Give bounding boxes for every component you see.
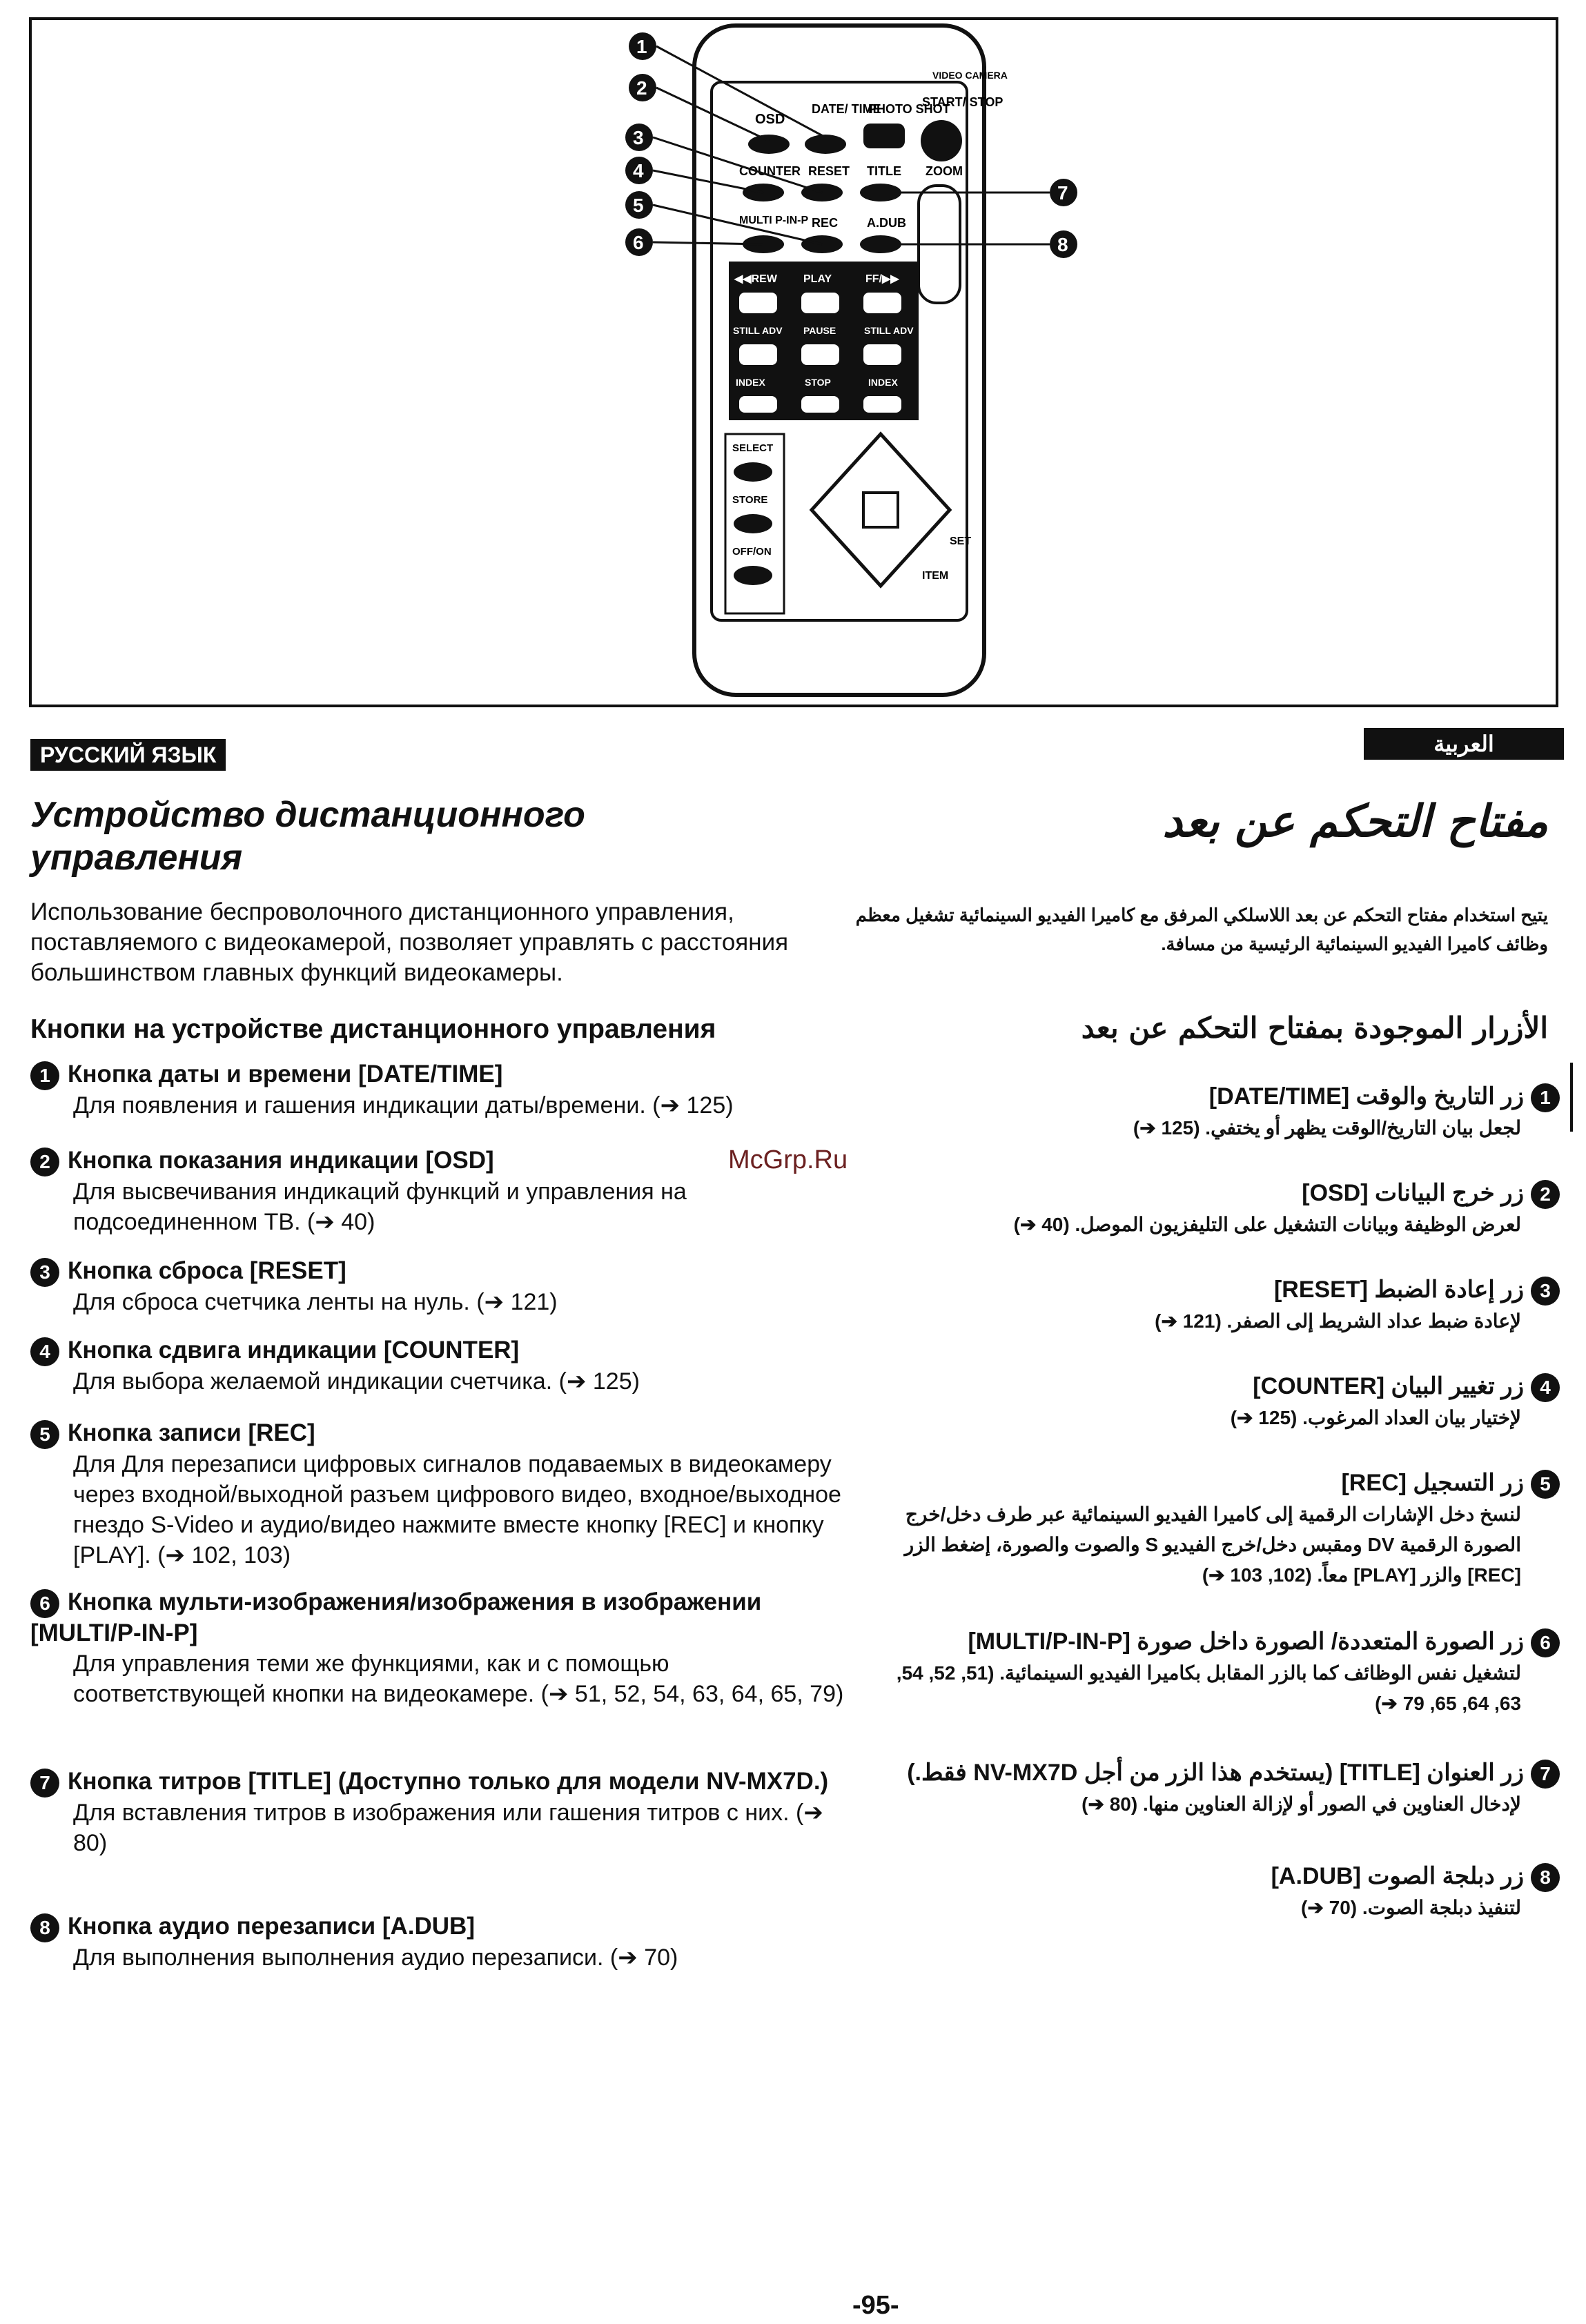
number-badge: 8 [30,1913,59,1942]
number-badge: 6 [1531,1628,1560,1657]
ar-item-title: زر العنوان [TITLE] (يستخدم هذا الزر من أجل NV-MX7D فقط.) [907,1760,1524,1786]
margin-mark [1570,1063,1573,1132]
label-osd: OSD [755,112,785,127]
ru-item-title: Кнопка сдвига индикации [COUNTER] [68,1337,520,1363]
ar-item-title: زر إعادة الضبط [RESET] [1273,1277,1524,1303]
number-badge: 5 [1531,1470,1560,1499]
number-badge: 8 [1531,1863,1560,1892]
still-adv-right-button [863,344,901,365]
svg-text:1: 1 [636,36,647,57]
ar-item [870,1466,1560,1591]
ar-item-title: زر خرج البيانات [OSD] [1302,1180,1524,1206]
number-badge: 7 [1531,1760,1560,1789]
language-tag-arabic: العربية [1364,728,1564,760]
ar-item-title: زر التاريخ والوقت [DATE/TIME] [1208,1083,1524,1110]
photo-shot-button [863,124,905,148]
ar-page-title: مفتاح التحكم عن بعد [1162,796,1548,847]
ar-item [870,1370,1560,1433]
ru-item-title: Кнопка аудио перезаписи [A.DUB] [68,1913,475,1940]
ar-item-desc: لنسخ دخل الإشارات الرقمية إلى كاميرا الفيديو السينمائية عبر طرف دخل/خرج الصورة الرقمية DV ومقبس دخل/خرج الفيديو S والصوت والصورة، إضغط الزر [REC] والزر [PLAY] معاً. (102, 103 ➔) [904,1504,1521,1586]
ru-item-desc: Для появления и гашения индикации даты/времени. (➔ 125) [73,1092,734,1119]
ru-item-title: Кнопка записи [REC] [68,1419,315,1446]
number-badge: 5 [30,1420,59,1449]
ar-item-title: زر دبلجة الصوت [A.DUB] [1271,1863,1524,1889]
watermark: McGrp.Ru [728,1145,848,1174]
label-rec: REC [812,216,839,230]
label-index-left: INDEX [736,377,765,388]
ar-item [870,1860,1560,1923]
ru-section-heading: Кнопки на устройстве дистанционного управления [30,1014,716,1044]
number-badge: 1 [1531,1083,1560,1112]
language-tag-russian: РУССКИЙ ЯЗЫК [30,739,226,771]
start-stop-button [921,120,962,161]
label-select: SELECT [732,442,774,454]
select-button [734,462,772,482]
label-item: ITEM [922,570,949,582]
ru-item-desc: Для выполнения выполнения аудио перезаписи. (➔ 70) [73,1944,678,1971]
ar-item [870,1273,1560,1337]
ff-button [863,293,901,313]
ar-section-heading: الأزرار الموجودة بمفتاح التحكم عن بعد [1081,1011,1548,1045]
play-button [801,293,839,313]
ru-intro: Использование беспроволочного дистанционного управления, поставляемого с видеокамерой, позволяет управлять с расстояния большинством главных функций видеокамеры. [30,898,789,986]
ru-item-desc: Для управления теми же функциями, как и с помощью соответствующей кнопки на видеокамере. (➔ 51, 52, 54, 63, 64, 65, 79) [73,1650,844,1707]
label-start-stop: START/ STOP [922,95,1004,109]
label-ff: FF/▶▶ [865,273,899,285]
pause-button [801,344,839,365]
svg-text:6: 6 [633,232,644,253]
label-pause: PAUSE [803,325,836,336]
ar-item-title: زر الصورة المتعددة/ الصورة داخل صورة [MULTI/P-IN-P] [968,1628,1524,1655]
ar-item [870,1176,1560,1240]
still-adv-left-button [739,344,777,365]
ar-item-desc: لتنفيذ دبلجة الصوت. (70 ➔) [1301,1897,1521,1918]
number-badge: 1 [30,1061,59,1090]
ru-item-title: Кнопка даты и времени [DATE/TIME] [68,1061,503,1087]
ar-item-desc: لتشغيل نفس الوظائف كما بالزر المقابل بكاميرا الفيديو السينمائية. (51, 52, 54, 63, 64, 65, 79 ➔) [896,1662,1521,1714]
label-stop: STOP [805,377,831,388]
label-set: SET [950,535,972,547]
label-still-adv-left: STILL ADV [733,325,783,336]
ru-page-title: Устройство дистанционного управления [30,795,585,878]
number-badge: 4 [30,1337,59,1366]
label-zoom: ZOOM [926,164,963,178]
svg-text:4: 4 [633,160,644,181]
ru-item-desc: Для Для перезаписи цифровых сигналов подаваемых в видеокамеру через входной/выходной разъем цифрового видео, входное/выходное гнездо S-Video и аудио/видео нажмите вместе кнопку [REC] и кнопку [PLAY]. (➔ 102, 103) [73,1450,841,1568]
osd-button [748,135,790,154]
ru-item [30,1335,845,1397]
ru-item-title: Кнопка сброса [RESET] [68,1257,346,1284]
ar-item-desc: لإعادة ضبط عداد الشريط إلى الصفر. (121 ➔) [1155,1310,1521,1332]
ar-item [870,1625,1560,1719]
number-badge: 3 [1531,1277,1560,1306]
number-badge: 6 [30,1589,59,1618]
number-badge: 4 [1531,1373,1560,1402]
number-badge: 3 [30,1258,59,1287]
ru-item [30,1766,845,1858]
ar-item-desc: لعرض الوظيفة وبيانات التشغيل على التليفزيون الموصل. (40 ➔) [1013,1214,1521,1235]
date-time-button [805,135,846,154]
label-multi: MULTI P-IN-P [739,215,809,226]
ar-item-title: زر التسجيل [REC] [1341,1470,1524,1496]
index-left-button [739,396,777,413]
svg-text:2: 2 [636,77,647,99]
store-button [734,514,772,533]
number-badge: 7 [30,1769,59,1798]
ru-item-desc: Для сброса счетчика ленты на нуль. (➔ 121) [73,1288,558,1315]
ar-item-desc: لإختيار بيان العداد المرغوب. (125 ➔) [1230,1407,1521,1428]
number-badge: 2 [30,1148,59,1176]
rew-button [739,293,777,313]
ru-item [30,1256,845,1317]
label-photo-shot: PHOTO SHOT [868,102,950,116]
ar-item-title: زر تغيير البيان [COUNTER] [1253,1373,1524,1399]
index-right-button [863,396,901,413]
number-badge: 2 [1531,1180,1560,1209]
stop-button [801,396,839,413]
ru-item-title: Кнопка показания индикации [OSD] [68,1147,494,1174]
ar-item-desc: لجعل بيان التاريخ/الوقت يظهر أو يختفي. (125 ➔) [1133,1117,1521,1139]
svg-text:7: 7 [1057,182,1068,204]
remote-brand-label: VIDEO CAMERA [932,70,1008,81]
ru-item [30,1911,845,1973]
ru-item [30,1418,845,1570]
svg-text:3: 3 [633,127,644,148]
ru-item [30,1145,845,1237]
ru-item-desc: Для выбора желаемой индикации счетчика. (➔ 125) [73,1368,640,1395]
label-still-adv-right: STILL ADV [864,325,914,336]
ar-item [870,1080,1560,1143]
label-title: TITLE [867,164,901,178]
remote-figure [29,17,1558,707]
ru-item [30,1587,845,1709]
label-store: STORE [732,494,768,506]
label-adub: A.DUB [867,216,906,230]
label-counter: COUNTER [739,164,801,178]
page-number: -95- [852,2291,899,2320]
ar-item-desc: لإدخال العناوين في الصور أو لإزالة العناوين منها. (80 ➔) [1081,1793,1521,1815]
label-index-right: INDEX [868,377,898,388]
ru-item-title: Кнопка титров [TITLE] (Доступно только для модели NV-MX7D.) [68,1768,829,1795]
ru-item [30,1059,845,1121]
ar-item [870,1756,1560,1820]
ru-item-title: Кнопка мульти-изображения/изображения в изображении [MULTI/P-IN-P] [30,1588,762,1646]
remote-control-illustration [32,20,1556,705]
offon-button [734,566,772,585]
ru-item-desc: Для высвечивания индикаций функций и управления на подсоединенном ТВ. (➔ 40) [73,1178,687,1235]
direction-pad-center [863,493,898,527]
ru-item-desc: Для вставления титров в изображения или гашения титров с них. (➔ 80) [73,1799,823,1856]
svg-text:8: 8 [1057,234,1068,255]
ar-intro: يتيح استخدام مفتاح التحكم عن بعد اللاسلكي المرفق مع كاميرا الفيديو السينمائية تشغيل معظم وظائف كاميرا الفيديو السينمائية الرئيسية من مسافة. [855,905,1548,954]
label-play: PLAY [803,273,832,285]
label-date-time: DATE/ TIME [812,102,881,116]
label-offon: OFF/ON [732,546,772,558]
label-rew: ◀◀REW [734,273,777,285]
svg-text:5: 5 [633,195,644,216]
label-reset: RESET [808,164,850,178]
